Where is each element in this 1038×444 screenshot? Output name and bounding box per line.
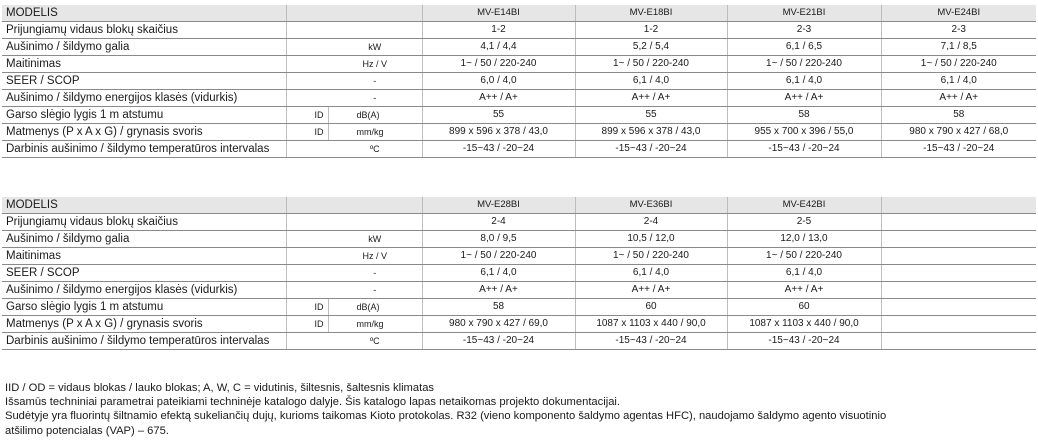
value-cell (881, 299, 1036, 316)
value-cell (881, 214, 1036, 231)
unit-measure (328, 22, 422, 39)
model-name (881, 197, 1036, 214)
value-cell: 2-5 (727, 214, 881, 231)
model-name: MV-E42BI (727, 197, 881, 214)
model-name: MV-E14BI (422, 5, 575, 22)
value-cell: 955 x 700 x 396 / 55,0 (727, 124, 881, 141)
unit-measure (328, 214, 422, 231)
value-cell: -15~43 / -20~24 (881, 141, 1036, 158)
spec-table-2-body (2, 197, 1036, 350)
unit-measure: - (328, 73, 422, 90)
value-cell: 1~ / 50 / 220-240 (575, 56, 727, 73)
value-cell: A++ / A+ (422, 90, 575, 107)
value-cell (881, 333, 1036, 350)
unit-location (286, 248, 328, 265)
unit-location (286, 73, 328, 90)
row-label: Matmenys (P x A x G) / grynasis svoris (2, 124, 286, 141)
value-cell: 980 x 790 x 427 / 69,0 (422, 316, 575, 333)
unit-location (286, 90, 328, 107)
unit-measure: dB(A) (328, 299, 422, 316)
row-label: Aušinimo / šildymo energijos klasės (vidurkis) (2, 282, 286, 299)
unit-location (286, 231, 328, 248)
value-cell: 1~ / 50 / 220-240 (575, 248, 727, 265)
row-label: Prijungiamų vidaus blokų skaičius (2, 22, 286, 39)
value-cell: 6,1 / 6,5 (727, 39, 881, 56)
value-cell: 2-3 (881, 22, 1036, 39)
value-cell: 7,1 / 8,5 (881, 39, 1036, 56)
row-label: Matmenys (P x A x G) / grynasis svoris (2, 316, 286, 333)
value-cell (881, 265, 1036, 282)
unit-location: ID (286, 316, 328, 333)
table-row (2, 141, 1036, 158)
row-label: Aušinimo / šildymo galia (2, 39, 286, 56)
footnote-line: Sudėtyje yra fluorintų šiltnamio efektą sukeliančių dujų, kurioms taikomas Kioto protokolas. R32 (vieno komponento šaldymo agentas HFC), naudojamo šaldymo agento visuotinio (5, 410, 887, 423)
value-cell: 6,1 / 4,0 (881, 73, 1036, 90)
table-row (2, 231, 1036, 248)
unit-measure: mm/kg (328, 316, 422, 333)
header-model-label: MODELIS (2, 5, 286, 22)
value-cell: 1087 x 1103 x 440 / 90,0 (575, 316, 727, 333)
row-label: Garso slėgio lygis 1 m atstumu (2, 107, 286, 124)
header-unit-cell (328, 5, 422, 22)
header-unit-cell (328, 197, 422, 214)
value-cell: 1~ / 50 / 220-240 (881, 56, 1036, 73)
model-name: MV-E28BI (422, 197, 575, 214)
table-row (2, 22, 1036, 39)
value-cell: 6,0 / 4,0 (422, 73, 575, 90)
value-cell (881, 248, 1036, 265)
row-label: SEER / SCOP (2, 73, 286, 90)
footnotes (5, 381, 886, 438)
value-cell: 899 x 596 x 378 / 43,0 (575, 124, 727, 141)
table-row (2, 316, 1036, 333)
value-cell: 58 (881, 107, 1036, 124)
value-cell: 1-2 (422, 22, 575, 39)
table-row (2, 73, 1036, 90)
table-header-row (2, 197, 1036, 214)
value-cell: A++ / A+ (575, 90, 727, 107)
unit-location (286, 265, 328, 282)
model-name: MV-E18BI (575, 5, 727, 22)
table-row (2, 265, 1036, 282)
footnote-line: Išsamūs techniniai parametrai pateikiami techninėje katalogo dalyje. Šis katalogo lapas netaikomas projekto dokumentacijai. (5, 396, 621, 409)
unit-measure: Hz / V (328, 248, 422, 265)
row-label: Prijungiamų vidaus blokų skaičius (2, 214, 286, 231)
value-cell: 1~ / 50 / 220-240 (422, 248, 575, 265)
unit-measure: Hz / V (328, 56, 422, 73)
unit-measure: ºC (328, 141, 422, 158)
unit-measure: mm/kg (328, 124, 422, 141)
value-cell: A++ / A+ (881, 90, 1036, 107)
value-cell: 60 (727, 299, 881, 316)
model-name: MV-E21BI (727, 5, 881, 22)
footnote-line: IID / OD = vidaus blokas / lauko blokas; A, W, C = vidutinis, šiltesnis, šaltesnis klimatas (5, 382, 435, 394)
row-label: Darbinis aušinimo / šildymo temperatūros intervalas (2, 333, 286, 350)
value-cell: 2-4 (422, 214, 575, 231)
value-cell: 55 (575, 107, 727, 124)
value-cell: 58 (727, 107, 881, 124)
value-cell: 6,1 / 4,0 (422, 265, 575, 282)
unit-location (286, 333, 328, 350)
table-row (2, 333, 1036, 350)
value-cell: 1~ / 50 / 220-240 (727, 248, 881, 265)
table-row (2, 107, 1036, 124)
value-cell: 4,1 / 4,4 (422, 39, 575, 56)
header-unit-cell (286, 197, 328, 214)
table-row (2, 214, 1036, 231)
value-cell: 58 (422, 299, 575, 316)
value-cell: A++ / A+ (727, 90, 881, 107)
value-cell: 10,5 / 12,0 (575, 231, 727, 248)
row-label: SEER / SCOP (2, 265, 286, 282)
table-row (2, 248, 1036, 265)
value-cell: 2-4 (575, 214, 727, 231)
value-cell: 8,0 / 9,5 (422, 231, 575, 248)
row-label: Maitinimas (2, 56, 286, 73)
value-cell: 1-2 (575, 22, 727, 39)
unit-measure: - (328, 90, 422, 107)
unit-measure: kW (328, 231, 422, 248)
value-cell: 6,1 / 4,0 (727, 265, 881, 282)
spec-table-2 (2, 197, 1036, 350)
spec-table-1 (2, 5, 1036, 158)
spec-table-1-body (2, 5, 1036, 158)
value-cell: 55 (422, 107, 575, 124)
row-label: Aušinimo / šildymo energijos klasės (vidurkis) (2, 90, 286, 107)
row-label: Aušinimo / šildymo galia (2, 231, 286, 248)
table-row (2, 90, 1036, 107)
value-cell: 1087 x 1103 x 440 / 90,0 (727, 316, 881, 333)
footnote-line: atšilimo potencialas (VAP) – 675. (5, 424, 169, 437)
value-cell (881, 231, 1036, 248)
unit-location (286, 39, 328, 56)
unit-location (286, 214, 328, 231)
unit-location: ID (286, 107, 328, 124)
value-cell: 12,0 / 13,0 (727, 231, 881, 248)
value-cell: -15~43 / -20~24 (575, 333, 727, 350)
value-cell: A++ / A+ (422, 282, 575, 299)
unit-measure: kW (328, 39, 422, 56)
unit-location (286, 56, 328, 73)
value-cell: 6,1 / 4,0 (575, 265, 727, 282)
value-cell: 6,1 / 4,0 (727, 73, 881, 90)
value-cell: 5,2 / 5,4 (575, 39, 727, 56)
value-cell: A++ / A+ (727, 282, 881, 299)
row-label: Darbinis aušinimo / šildymo temperatūros intervalas (2, 141, 286, 158)
value-cell: -15~43 / -20~24 (575, 141, 727, 158)
header-model-label: MODELIS (2, 197, 286, 214)
unit-location: ID (286, 299, 328, 316)
unit-measure: ºC (328, 333, 422, 350)
unit-location (286, 141, 328, 158)
unit-measure: - (328, 265, 422, 282)
value-cell: 1~ / 50 / 220-240 (727, 56, 881, 73)
model-name: MV-E36BI (575, 197, 727, 214)
value-cell: 2-3 (727, 22, 881, 39)
value-cell: 1~ / 50 / 220-240 (422, 56, 575, 73)
unit-measure: dB(A) (328, 107, 422, 124)
value-cell: -15~43 / -20~24 (422, 141, 575, 158)
table-row (2, 124, 1036, 141)
value-cell: -15~43 / -20~24 (422, 333, 575, 350)
table-row (2, 56, 1036, 73)
unit-location (286, 282, 328, 299)
unit-location: ID (286, 124, 328, 141)
table-header-row (2, 5, 1036, 22)
table-row (2, 282, 1036, 299)
table-row (2, 39, 1036, 56)
unit-measure: - (328, 282, 422, 299)
value-cell: 980 x 790 x 427 / 68,0 (881, 124, 1036, 141)
row-label: Garso slėgio lygis 1 m atstumu (2, 299, 286, 316)
value-cell: A++ / A+ (575, 282, 727, 299)
row-label: Maitinimas (2, 248, 286, 265)
value-cell: -15~43 / -20~24 (727, 141, 881, 158)
unit-location (286, 22, 328, 39)
value-cell (881, 316, 1036, 333)
value-cell: 899 x 596 x 378 / 43,0 (422, 124, 575, 141)
header-unit-cell (286, 5, 328, 22)
value-cell: -15~43 / -20~24 (727, 333, 881, 350)
value-cell: 60 (575, 299, 727, 316)
model-name: MV-E24BI (881, 5, 1036, 22)
value-cell: 6,1 / 4,0 (575, 73, 727, 90)
table-row (2, 299, 1036, 316)
value-cell (881, 282, 1036, 299)
